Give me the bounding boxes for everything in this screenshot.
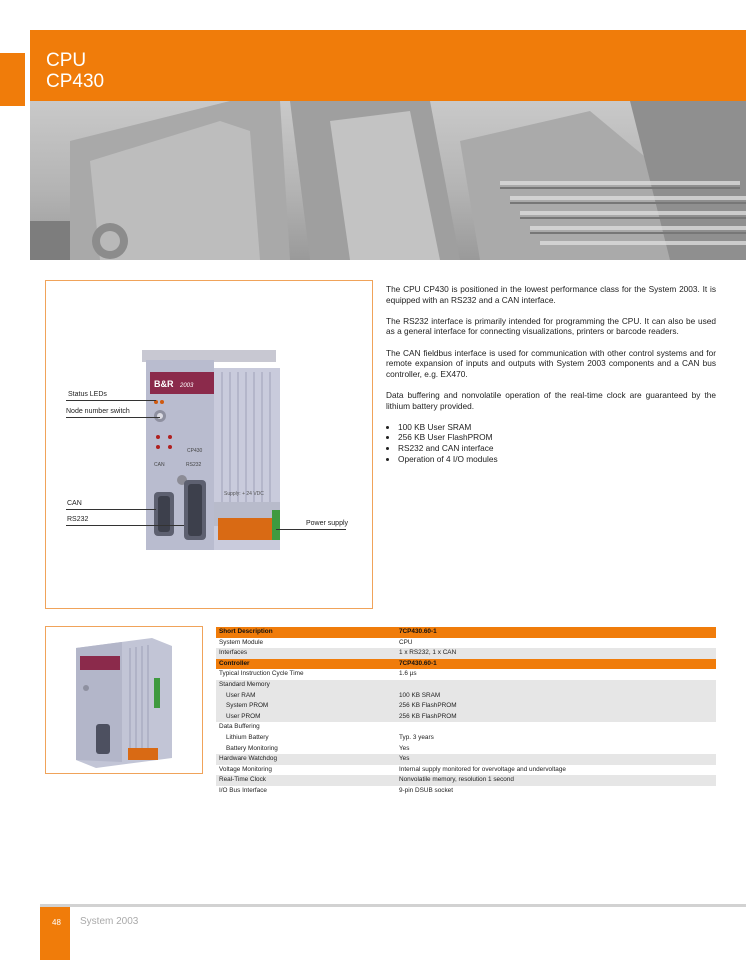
- spec-value: Yes: [399, 744, 410, 752]
- table-row: [216, 712, 716, 723]
- spec-label: System PROM: [216, 701, 396, 712]
- header-title-line2: CP430: [46, 71, 105, 92]
- table-row: [216, 744, 716, 755]
- table-row: [216, 669, 716, 680]
- table-row-header: [216, 627, 716, 638]
- spec-value: 100 KB SRAM: [396, 691, 716, 702]
- table-row: [216, 754, 716, 765]
- spec-value: 1.6 µs: [399, 670, 417, 678]
- header-banner: [30, 30, 746, 101]
- spec-value: CPU: [399, 638, 413, 646]
- callout-rs232: RS232: [67, 516, 89, 523]
- spec-label: Interfaces: [216, 648, 396, 659]
- callout-can: CAN: [67, 500, 82, 507]
- device-port-can-text: CAN: [154, 462, 165, 468]
- callout-line: [66, 400, 156, 401]
- product-description: [386, 284, 716, 464]
- callout-power-supply: Power supply: [306, 520, 349, 527]
- device-model-text: CP430: [187, 448, 203, 454]
- footer-page-tab: [40, 907, 70, 960]
- table-row: [216, 733, 716, 744]
- callout-line: [66, 509, 156, 510]
- spec-label: Voltage Monitoring: [219, 765, 272, 773]
- device-illustration: [140, 350, 290, 550]
- spec-value: 1 x RS232, 1 x CAN: [396, 648, 716, 659]
- spec-value: 256 KB FlashPROM: [396, 701, 716, 712]
- table-row: [216, 638, 716, 649]
- header-title-line1: CPU: [46, 50, 87, 71]
- spec-label: User RAM: [216, 691, 396, 702]
- table-row: [216, 786, 716, 797]
- spec-value: Nonvolatile memory, resolution 1 second: [396, 775, 716, 786]
- spec-table: [216, 627, 716, 797]
- table-row: [216, 648, 716, 659]
- description-paragraph: The CPU CP430 is positioned in the lowest performance class for the System 2003. It is equipped with an RS232 and a CAN interface.: [386, 284, 716, 305]
- spec-label: Typical Instruction Cycle Time: [219, 670, 304, 678]
- table-row: [216, 722, 716, 733]
- feature-item: • Operation of 4 I/O modules: [398, 454, 716, 465]
- spec-label: Standard Memory: [216, 680, 396, 691]
- footer-title: System 2003: [80, 916, 139, 927]
- page-number: 48: [52, 918, 61, 927]
- spec-value: 9-pin DSUB socket: [399, 786, 453, 794]
- spec-value: [396, 680, 716, 691]
- table-row: [216, 775, 716, 786]
- description-paragraph: The CAN fieldbus interface is used for communication with other control systems and for remote expansion of inputs and outputs with System 2003 components and a CAN bus controller, e.g. EX470.: [386, 347, 716, 379]
- feature-item: • 100 KB User SRAM: [398, 422, 716, 433]
- table-row: [216, 701, 716, 712]
- spec-label: Battery Monitoring: [226, 744, 278, 752]
- callout-line: [66, 525, 184, 526]
- spec-value: [396, 722, 716, 733]
- spec-value: 7CP430.60-1: [396, 627, 716, 638]
- callout-line: [66, 417, 160, 418]
- spec-value: 256 KB FlashPROM: [396, 712, 716, 723]
- callout-line: [276, 529, 346, 530]
- callout-status-leds: Status LEDs: [68, 391, 107, 398]
- spec-value: Internal supply monitored for overvoltage and undervoltage: [399, 765, 566, 773]
- spec-value: 7CP430.60-1: [396, 659, 716, 670]
- spec-label: Lithium Battery: [226, 733, 269, 741]
- spec-label: Controller: [216, 659, 396, 670]
- spec-value: Yes: [396, 754, 716, 765]
- feature-item: • 256 KB User FlashPROM: [398, 432, 716, 443]
- hero-image: [30, 101, 746, 260]
- table-row: [216, 691, 716, 702]
- device-supply-text: Supply: + 24 VDC: [224, 491, 264, 497]
- callout-node-switch: Node number switch: [66, 408, 130, 415]
- spec-label: Real-Time Clock: [216, 775, 396, 786]
- device-port-rs232-text: RS232: [186, 462, 202, 468]
- spec-label: Data Buffering: [219, 723, 260, 731]
- table-row-header: [216, 659, 716, 670]
- header-tab-accent: [0, 53, 25, 106]
- spec-label: User PROM: [216, 712, 396, 723]
- device-logo-text: B&R: [154, 379, 174, 389]
- table-row: [216, 765, 716, 776]
- feature-list: [386, 422, 716, 464]
- description-paragraph: Data buffering and nonvolatile operation of the real-time clock are guaranteed by the lithium battery provided.: [386, 389, 716, 411]
- feature-item: • RS232 and CAN interface: [398, 443, 716, 454]
- table-row: [216, 680, 716, 691]
- spec-label: System Module: [219, 638, 264, 646]
- spec-label: Short Description: [216, 627, 396, 638]
- spec-label: Hardware Watchdog: [216, 754, 396, 765]
- description-paragraph: The RS232 interface is primarily intended for programming the CPU. It can also be used as a general interface for connecting visualizations, printers or barcode readers.: [386, 315, 716, 337]
- footer-rule: [40, 904, 746, 907]
- device-series-text: 2003: [180, 383, 194, 389]
- device-thumbnail-illustration: [72, 638, 176, 768]
- spec-value: Typ. 3 years: [399, 733, 434, 741]
- spec-label: I/O Bus Interface: [219, 786, 267, 794]
